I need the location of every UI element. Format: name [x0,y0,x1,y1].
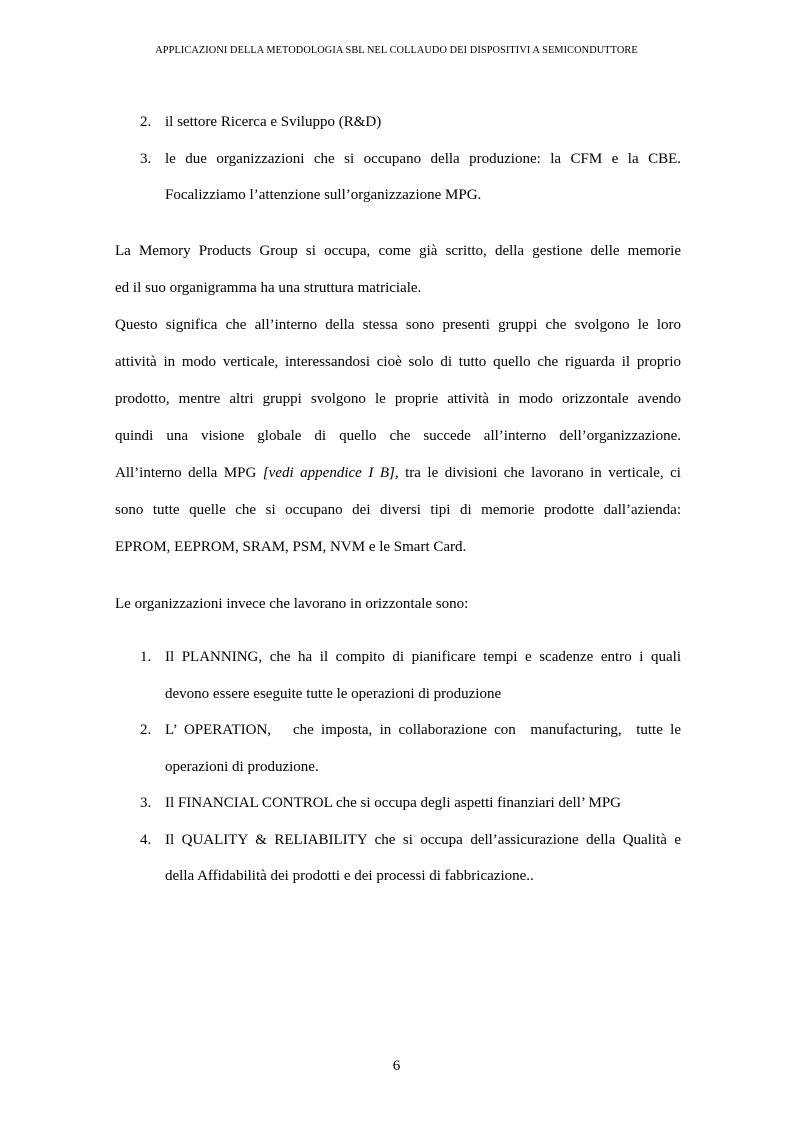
list-item-number: 2. [140,114,152,130]
paragraph-line: La Memory Products Group si occupa, come già scritto, della gestione delle memorie [115,243,681,259]
list-item-text-continued: Focalizziamo l’attenzione sull’organizzazione MPG. [165,187,482,203]
page-number: 6 [392,1058,401,1074]
list-item-text: L’ OPERATION, che imposta, in collaborazione con manufacturing, tutte le [165,722,681,738]
list-item-text: il settore Ricerca e Sviluppo (R&D) [165,114,382,130]
running-header: APPLICAZIONI DELLA METODOLOGIA SBL NEL COLLAUDO DEI DISPOSITIVI A SEMICONDUTTORE [155,45,638,56]
list-item-number: 4. [140,831,152,848]
list-item-text: Il QUALITY & RELIABILITY che si occupa dell’assicurazione della Qualità e [165,831,681,848]
intro-paragraph [115,586,681,623]
list-item-text: le due organizzazioni che si occupano della produzione: la CFM e la CBE. [165,150,681,167]
list-item [115,785,681,822]
paragraph-text: , tra le divisioni che lavorano in verticale, ci [394,465,681,481]
list-item [115,822,681,895]
list-item-number: 1. [140,649,152,665]
list-item-text-continued: operazioni di produzione. [165,758,319,775]
list-item-text-continued: della Affidabilità dei prodotti e dei processi di fabbricazione.. [165,868,534,884]
paragraph-line: attività in modo verticale, interessandosi cioè solo di tutto quello che riguarda il proprio [115,354,681,370]
top-list [115,104,681,214]
paragraph-line: sono tutte quelle che si occupano dei diversi tipi di memorie prodotte dall’azienda: [115,502,681,518]
list-item-text: Il FINANCIAL CONTROL che si occupa degli aspetti finanziari dell’ MPG [165,795,622,811]
list-item-number: 3. [140,795,152,811]
list-item-number: 3. [140,150,152,167]
list-item-text: Il PLANNING, che ha il compito di pianificare tempi e scadenze entro i quali [165,649,681,665]
paragraph-line: Le organizzazioni invece che lavorano in orizzontale sono: [115,596,469,612]
list-item [115,104,681,141]
list-item [115,712,681,785]
paragraph-line: Questo significa che all’interno della stessa sono presenti gruppi che svolgono le loro [115,317,681,333]
body-paragraph [115,233,681,566]
appendix-reference: [vedi appendice I B] [262,465,395,481]
list-item-number: 2. [140,722,152,738]
list-item [115,141,681,214]
list-item [115,639,681,712]
paragraph-line: prodotto, mentre altri gruppi svolgono le proprie attività in modo orizzontale avendo [115,391,681,407]
paragraph-line: quindi una visione globale di quello che succede all’interno dell’organizzazione. [115,428,681,444]
list-item-text-continued: devono essere eseguite tutte le operazioni di produzione [165,685,502,702]
paragraph-line-with-reference [115,455,681,492]
bottom-list [115,639,681,895]
paragraph-text: All’interno della MPG [115,465,263,481]
paragraph-line: ed il suo organigramma ha una struttura matriciale. [115,280,422,296]
paragraph-line: EPROM, EEPROM, SRAM, PSM, NVM e le Smart Card. [115,539,467,555]
